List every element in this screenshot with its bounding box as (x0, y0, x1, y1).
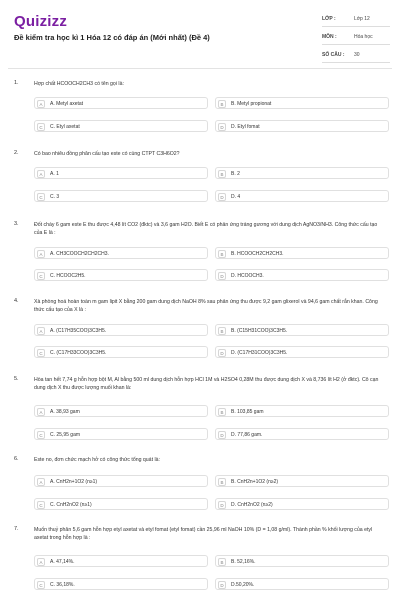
option-d[interactable] (215, 578, 389, 590)
option-text: B. CnH2n+1O2 (n≥2) (231, 478, 279, 485)
option-text: D. 4 (231, 193, 241, 200)
option-text: B. 2 (231, 170, 240, 177)
option-d[interactable] (215, 498, 389, 510)
option-text: C. Etyl axetat (50, 123, 80, 130)
subject-value: Hóa học (354, 34, 373, 40)
header (0, 0, 400, 70)
option-text: A. (C17H35COO)3C3H5. (50, 327, 107, 334)
option-letter: B (218, 478, 226, 486)
option-letter: C (37, 123, 45, 131)
option-letter: B (218, 558, 226, 566)
option-letter: A (37, 478, 45, 486)
option-text: A. CH3COOCH2CH2CH3. (50, 250, 109, 257)
option-letter: D (218, 193, 226, 201)
question-text: Muốn thuỷ phân 5,6 gam hỗn hợp etyl axetat và etyl fomat (etyl fomat) cần 25,96 ml NaOH 10% (D = 1,08 g/ml). Thành phần % khối lượng của etyl axetat trong hỗn hợp là : (34, 527, 373, 541)
option-d[interactable] (215, 428, 389, 440)
option-text: C. 25,95 gam (50, 431, 81, 438)
option-a[interactable] (34, 475, 208, 487)
option-letter: C (37, 349, 45, 357)
option-letter: C (37, 501, 45, 509)
option-a[interactable] (34, 167, 208, 179)
option-text: A. Metyl axetat (50, 100, 84, 107)
option-b[interactable] (215, 405, 389, 417)
option-text: C. 36,18%. (50, 581, 75, 588)
option-letter: D (218, 431, 226, 439)
option-letter: D (218, 501, 226, 509)
question-text: Xà phòng hoá hoàn toàn m gam lipit X bằng 200 gam dung dịch NaOH 8% sau phản ứng thu được 9,2 gam glixerol và 94,6 gam chất rắn khan. Công thức cấu tạo của X là : (34, 299, 378, 313)
option-b[interactable] (215, 247, 389, 259)
question-text: Đốt cháy 6 gam este E thu được 4,48 lít CO2 (đktc) và 3,6 gam H2O. Biết E có phản ứng tráng gương với dung dịch AgNO3/NH3. Công thức cấu tạo của E là : (34, 222, 378, 236)
option-a[interactable] (34, 97, 208, 109)
option-text: B. (C15H31COO)3C3H5. (231, 327, 288, 334)
option-letter: A (37, 250, 45, 258)
header-divider (8, 68, 392, 69)
subject-label: MÔN : (322, 34, 337, 40)
question-text: Có bao nhiêu đồng phân cấu tạo este có cùng CTPT C3H6O2? (34, 151, 180, 157)
option-d[interactable] (215, 269, 389, 281)
option-text: D. CnH2nO2 (n≥2) (231, 501, 273, 508)
option-text: C. (C17H33COO)3C3H5. (50, 349, 107, 356)
option-letter: D (218, 123, 226, 131)
option-b[interactable] (215, 555, 389, 567)
option-letter: C (37, 193, 45, 201)
option-a[interactable] (34, 247, 208, 259)
question-number: 6. (14, 456, 19, 462)
option-letter: D (218, 581, 226, 589)
option-a[interactable] (34, 405, 208, 417)
question-text: Hợp chất HCOOCH2CH3 có tên gọi là: (34, 81, 124, 87)
document-title: Đề kiểm tra học kì 1 Hóa 12 có đáp án (Mới nhất) (Đề 4) (14, 33, 210, 42)
option-b[interactable] (215, 97, 389, 109)
option-text: B. HCOOCH2CH2CH3. (231, 250, 284, 257)
option-letter: B (218, 170, 226, 178)
option-text: C. HCOOC2H5. (50, 272, 86, 279)
option-text: D. HCOOCH3. (231, 272, 264, 279)
option-letter: D (218, 349, 226, 357)
question-number: 2. (14, 150, 19, 156)
option-letter: D (218, 272, 226, 280)
option-b[interactable] (215, 324, 389, 336)
question-number: 7. (14, 526, 19, 532)
meta-box (322, 12, 390, 66)
question-number: 5. (14, 376, 19, 382)
option-letter: A (37, 327, 45, 335)
option-c[interactable] (34, 269, 208, 281)
quizizz-logo: Quizizz (14, 13, 68, 30)
option-c[interactable] (34, 428, 208, 440)
option-text: A. 38,93 gam (50, 408, 80, 415)
option-text: C. CnH2nO2 (n≥1) (50, 501, 92, 508)
option-text: B. 103,85 gam (231, 408, 264, 415)
question-number: 3. (14, 221, 19, 227)
option-text: A. 47,14%. (50, 558, 75, 565)
meta-count-row (322, 48, 390, 63)
option-letter: B (218, 327, 226, 335)
option-letter: A (37, 558, 45, 566)
option-text: D. (C17H31COO)3C3H5. (231, 349, 288, 356)
meta-subject-row (322, 30, 390, 45)
option-text: D.50,20%. (231, 581, 255, 588)
option-text: A. CnH2n+1O2 (n≥1) (50, 478, 98, 485)
question-text: Hòa tan hết 7,74 g hỗn hợp bột M, Al bằng 500 ml dung dịch hỗn hợp HCl 1M và H2SO4 0,28M thu được dung dịch X và 8,736 lít H2 (ở đktc). Cô cạn dung dịch X thu được lượng muối khan là: (34, 377, 379, 391)
option-d[interactable] (215, 120, 389, 132)
option-letter: C (37, 431, 45, 439)
option-a[interactable] (34, 555, 208, 567)
option-text: D. Etyl fomat (231, 123, 260, 130)
option-d[interactable] (215, 346, 389, 358)
question-number: 1. (14, 80, 19, 86)
meta-class-row (322, 12, 390, 27)
option-b[interactable] (215, 475, 389, 487)
option-letter: B (218, 100, 226, 108)
count-label: SỐ CÂU : (322, 52, 345, 58)
option-letter: C (37, 581, 45, 589)
option-text: D. 77,86 gam. (231, 431, 263, 438)
option-letter: B (218, 250, 226, 258)
option-b[interactable] (215, 167, 389, 179)
option-text: A. 1 (50, 170, 59, 177)
option-text: B. Metyl propionat (231, 100, 272, 107)
option-d[interactable] (215, 190, 389, 202)
option-c[interactable] (34, 498, 208, 510)
option-letter: A (37, 170, 45, 178)
question-number: 4. (14, 298, 19, 304)
option-letter: A (37, 100, 45, 108)
class-label: LỚP : (322, 16, 336, 22)
option-letter: B (218, 408, 226, 416)
option-letter: C (37, 272, 45, 280)
class-value: Lớp 12 (354, 16, 370, 22)
option-a[interactable] (34, 324, 208, 336)
option-c[interactable] (34, 190, 208, 202)
option-c[interactable] (34, 120, 208, 132)
question-text: Este no, đơn chức mạch hở có công thức tổng quát là: (34, 457, 160, 463)
option-c[interactable] (34, 578, 208, 590)
option-text: B. 52,16%. (231, 558, 256, 565)
option-text: C. 3 (50, 193, 60, 200)
option-c[interactable] (34, 346, 208, 358)
option-letter: A (37, 408, 45, 416)
count-value: 30 (354, 52, 360, 58)
